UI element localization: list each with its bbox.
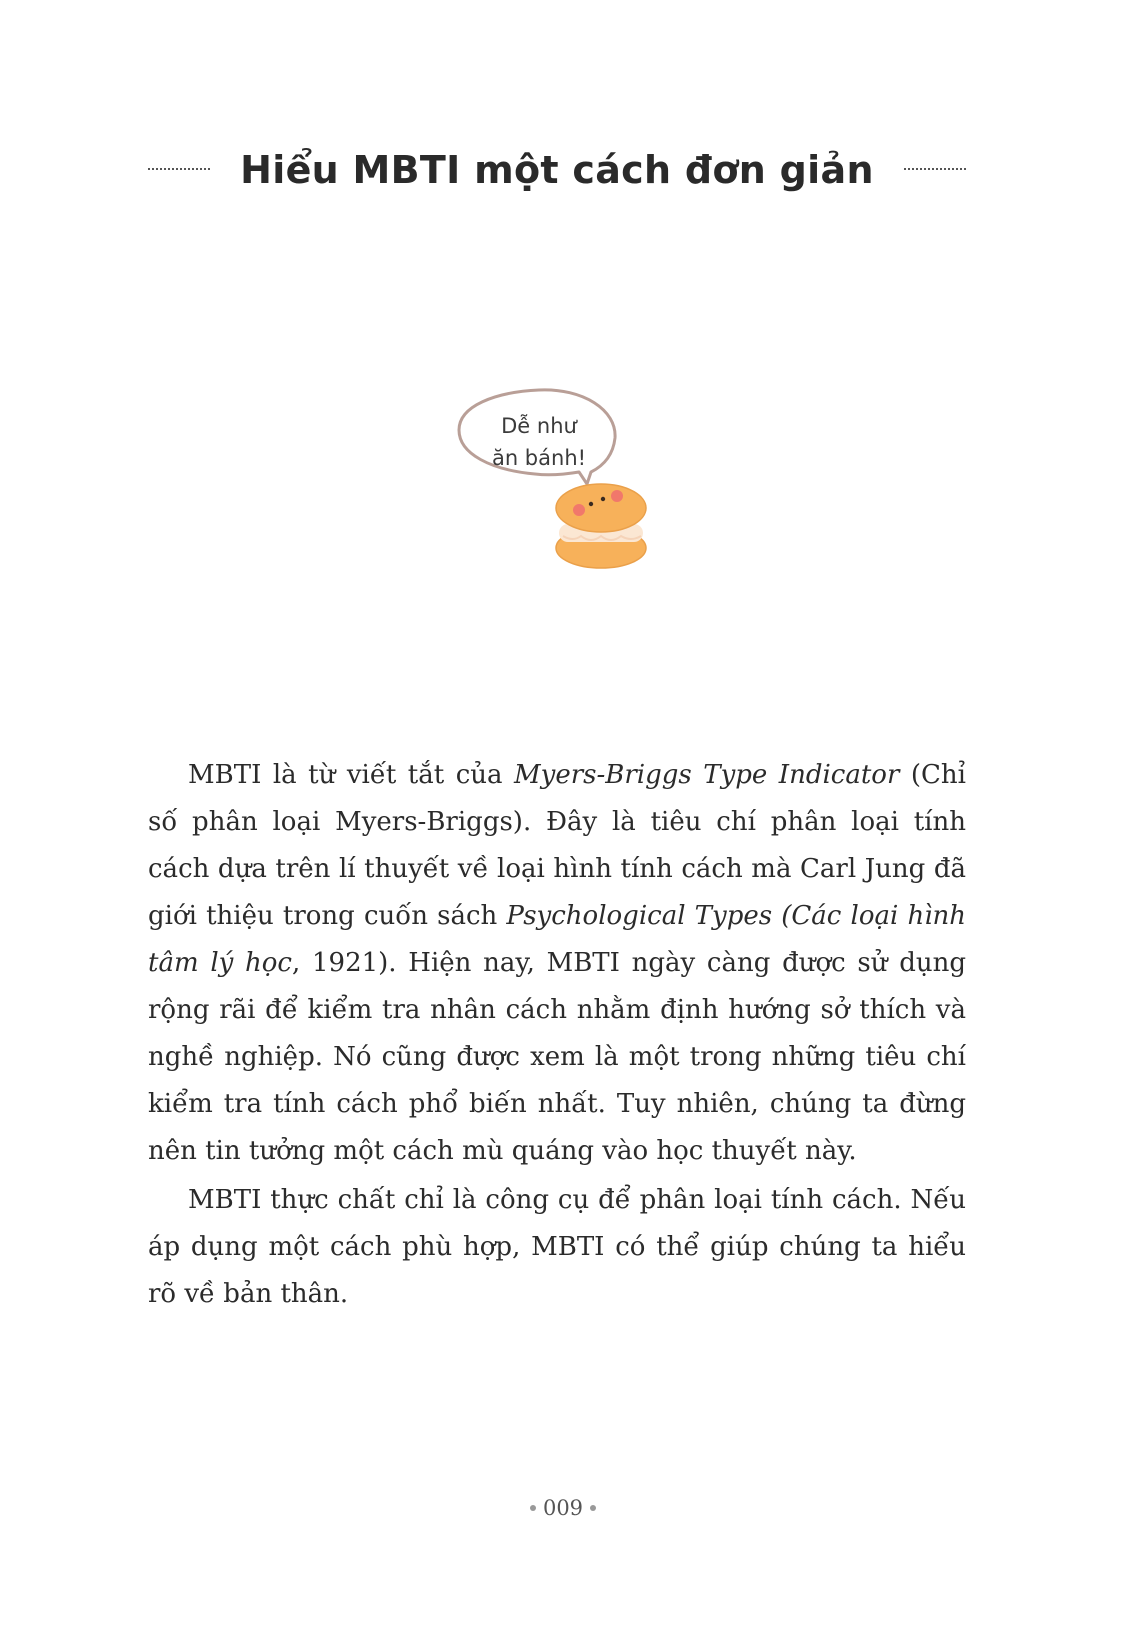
paragraph-1-italic-a: Myers-Briggs Type Indicator <box>514 760 900 790</box>
paragraph-1-text-a: MBTI là từ viết tắt của <box>188 760 515 790</box>
paragraph-1-text-b: (Chỉ số phân loại Myers-Briggs). Đây là tiêu chí phân loại tính cách dựa trên lí thuyết về loại hình tính cách mà Carl Jung đã giới thiệu trong cuốn sách <box>148 760 966 931</box>
speech-line-2: ăn bánh! <box>491 446 587 470</box>
title-row <box>148 140 966 210</box>
page-title: Hiểu MBTI một cách đơn giản <box>240 148 874 192</box>
bullet-dot-right <box>590 1505 596 1511</box>
paragraph-1-text-c: , 1921). Hiện nay, MBTI ngày càng được sử dụng rộng rãi để kiểm tra nhân cách nhằm định hướng sở thích và nghề nghiệp. Nó cũng được xem là một trong những tiêu chí kiểm tra tính cách phổ biến nhất. Tuy nhiên, chúng ta đừng nên tin tưởng một cách mù quáng vào học thuyết này. <box>148 948 966 1166</box>
paragraph-1 <box>148 752 966 1175</box>
macaron-illustration <box>455 388 685 588</box>
paragraph-2: MBTI thực chất chỉ là công cụ để phân loại tính cách. Nếu áp dụng một cách phù hợp, MBTI có thể giúp chúng ta hiểu rõ về bản thân. <box>148 1185 966 1309</box>
body-text <box>148 752 966 1320</box>
bullet-dot-left <box>530 1505 536 1511</box>
page-number-text: 009 <box>542 1496 584 1520</box>
paragraph-1-italic-b: Psychological Types (Các loại hình tâm lý học <box>148 901 967 978</box>
page-number <box>0 1496 1126 1520</box>
speech-line-1: Dễ như <box>501 414 577 438</box>
macaron-character-icon <box>553 480 663 580</box>
speech-bubble-text <box>455 410 623 474</box>
dotted-rule-right <box>904 168 966 170</box>
